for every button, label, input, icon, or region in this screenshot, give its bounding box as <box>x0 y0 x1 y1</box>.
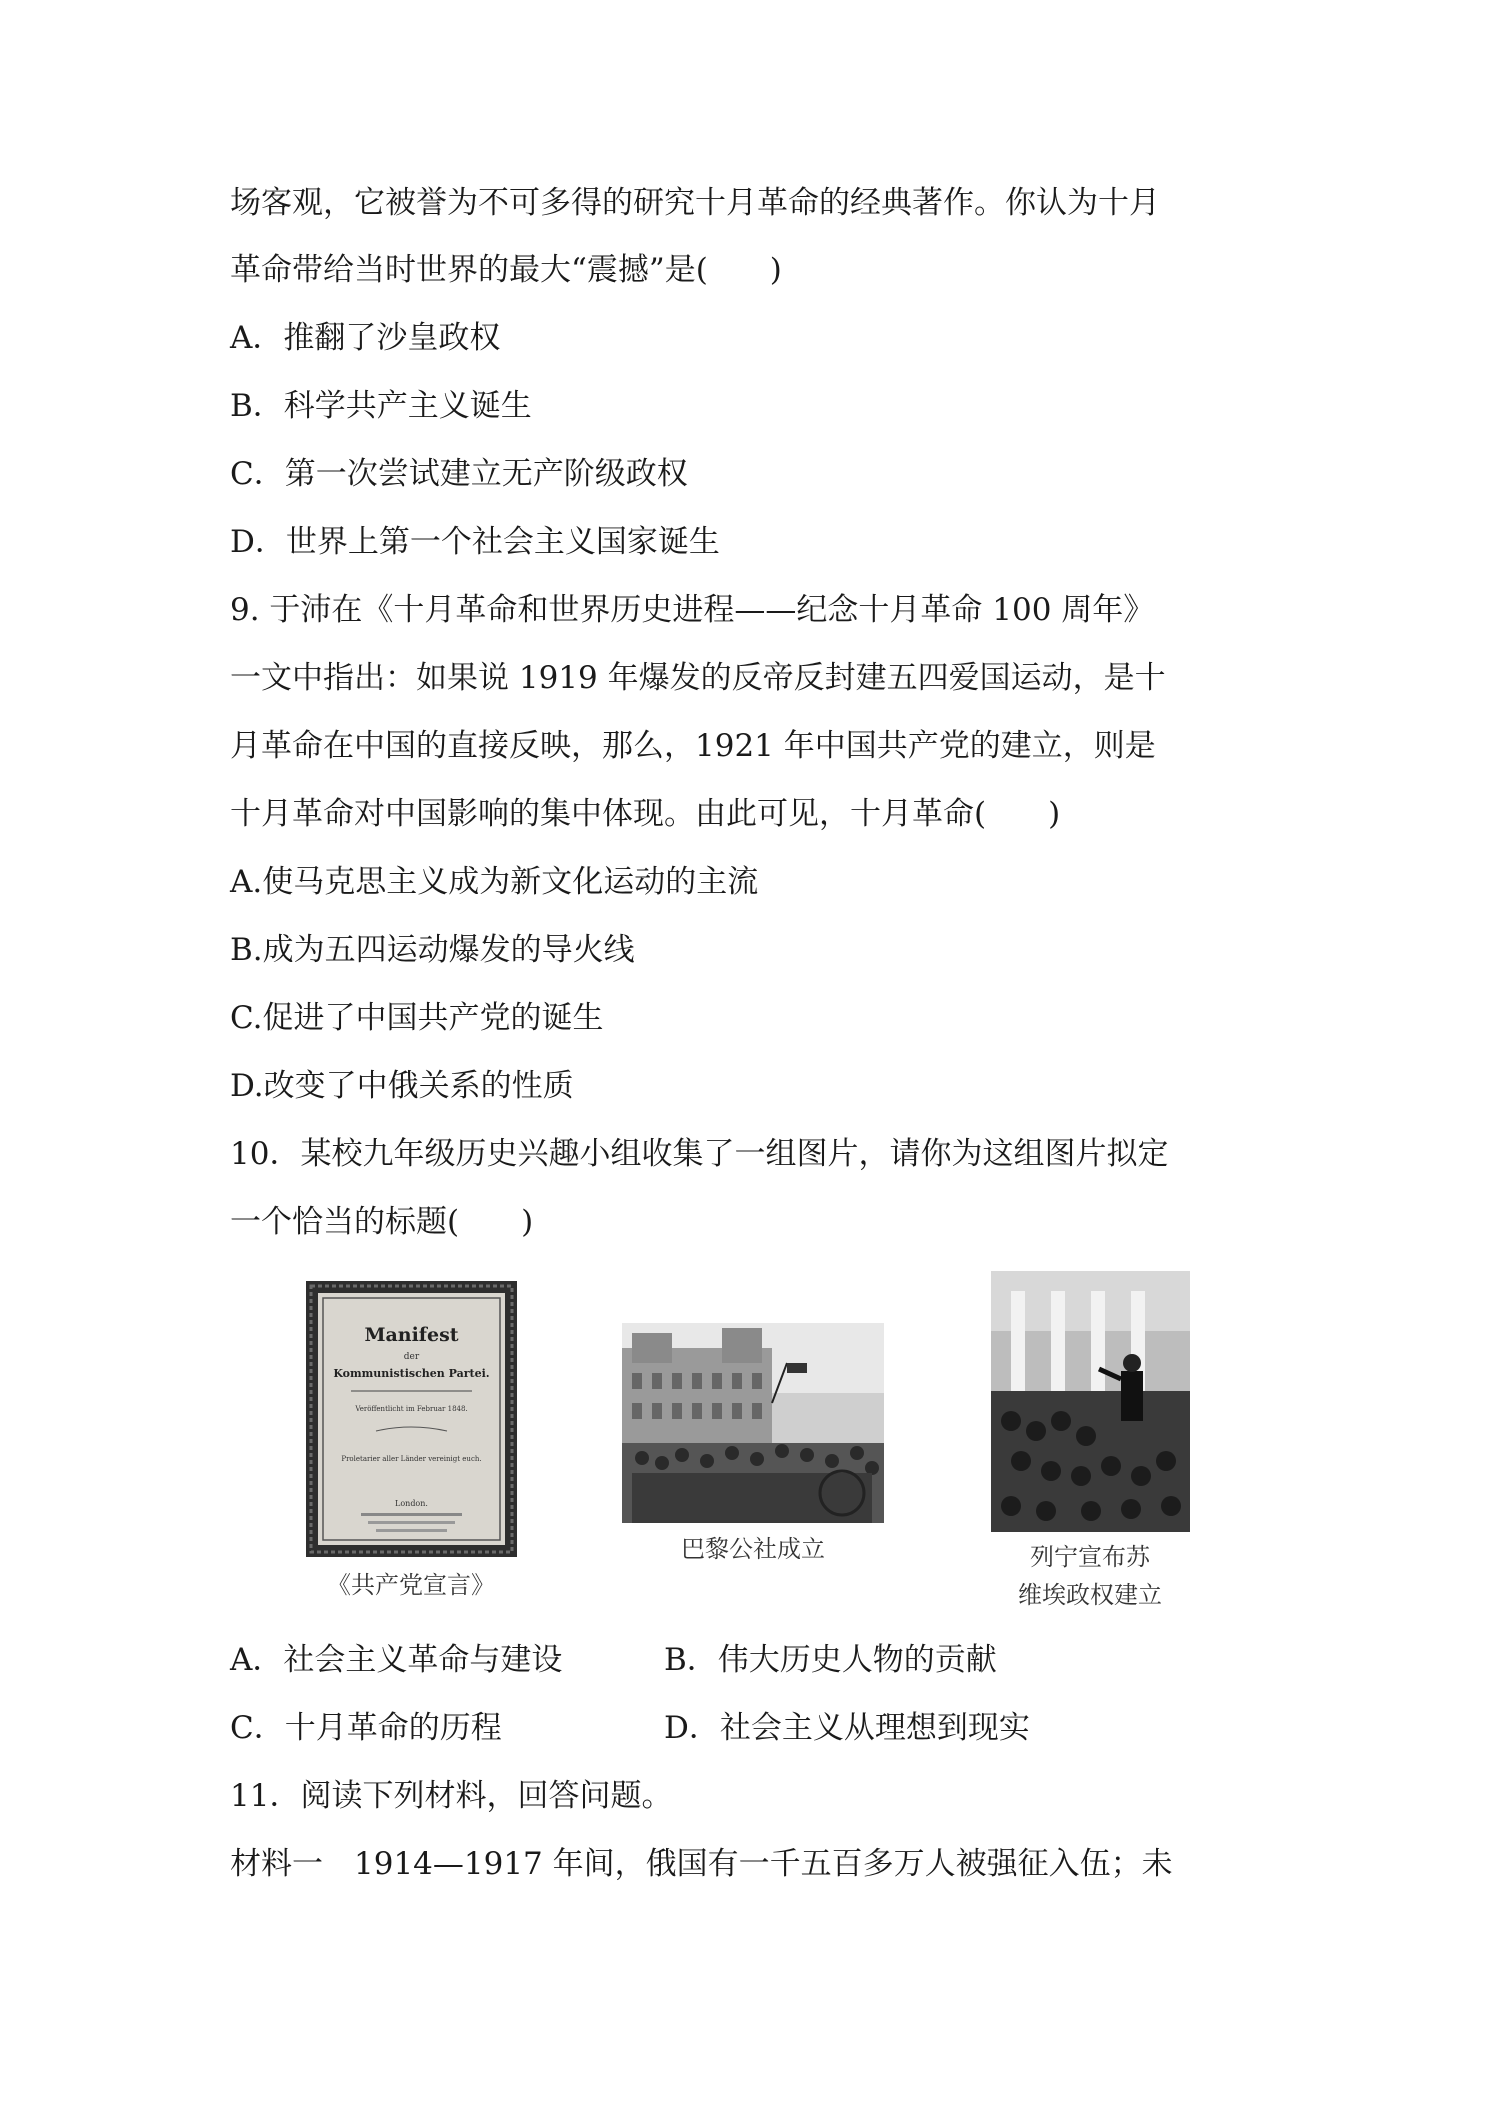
q8-option-d: D．世界上第一个社会主义国家诞生 <box>230 524 720 560</box>
q10-stem-line-2: 一个恰当的标题( ) <box>230 1204 534 1240</box>
q9-stem-line-3: 月革命在中国的直接反映，那么，1921 年中国共产党的建立，则是 <box>230 728 1156 764</box>
manifesto-title: Manifest <box>364 1324 459 1346</box>
q9-option-d: D.改变了中俄关系的性质 <box>230 1068 574 1104</box>
manifesto-caption: 《共产党宣言》 <box>327 1571 495 1599</box>
q9-stem-line-4: 十月革命对中国影响的集中体现。由此可见，十月革命( ) <box>230 796 1061 832</box>
q9-option-a: A.使马克思主义成为新文化运动的主流 <box>230 864 759 900</box>
q11-material-1-line-1: 材料一 1914—1917 年间，俄国有一千五百多万人被强征入伍；未 <box>230 1846 1173 1882</box>
svg-text:London.: London. <box>395 1499 428 1508</box>
q9-stem-line-1: 9. 于沛在《十月革命和世界历史进程——纪念十月革命 100 周年》 <box>230 592 1155 628</box>
manifesto-cover-image <box>306 1281 517 1557</box>
q8-option-b: B．科学共产主义诞生 <box>230 388 532 424</box>
q11-stem-line-1: 11．阅读下列材料，回答问题。 <box>230 1778 673 1814</box>
q8-option-a: A．推翻了沙皇政权 <box>230 320 501 356</box>
lenin-caption-line-2: 维埃政权建立 <box>1018 1581 1162 1609</box>
q10-option-a: A．社会主义革命与建设 <box>230 1642 563 1678</box>
q9-option-c: C.促进了中国共产党的诞生 <box>230 1000 604 1036</box>
q8-option-c: C．第一次尝试建立无产阶级政权 <box>230 456 688 492</box>
lenin-caption-line-1: 列宁宣布苏 <box>1030 1543 1150 1571</box>
q8-stem-line-2: 革命带给当时世界的最大“震撼”是( ) <box>230 252 782 288</box>
q10-stem-line-1: 10．某校九年级历史兴趣小组收集了一组图片，请你为这组图片拟定 <box>230 1136 1169 1172</box>
lenin-image <box>991 1271 1190 1532</box>
svg-text:Veröffentlicht im Februar 1848: Veröffentlicht im Februar 1848. <box>355 1405 468 1413</box>
q9-stem-line-2: 一文中指出：如果说 1919 年爆发的反帝反封建五四爱国运动，是十 <box>230 660 1166 696</box>
q8-stem-line-1: 场客观，它被誉为不可多得的研究十月革命的经典著作。你认为十月 <box>230 185 1160 221</box>
q10-option-d: D．社会主义从理想到现实 <box>664 1710 1030 1746</box>
q10-option-b: B．伟大历史人物的贡献 <box>664 1642 997 1678</box>
svg-text:der: der <box>403 1352 420 1362</box>
q10-option-c: C．十月革命的历程 <box>230 1710 502 1746</box>
svg-text:Proletarier aller Länder verei: Proletarier aller Länder vereinigt euch. <box>341 1455 482 1463</box>
paris-commune-image <box>622 1323 884 1523</box>
q9-option-b: B.成为五四运动爆发的导火线 <box>230 932 635 968</box>
paris-commune-caption: 巴黎公社成立 <box>681 1535 825 1563</box>
svg-text:Kommunistischen Partei.: Kommunistischen Partei. <box>333 1367 490 1380</box>
